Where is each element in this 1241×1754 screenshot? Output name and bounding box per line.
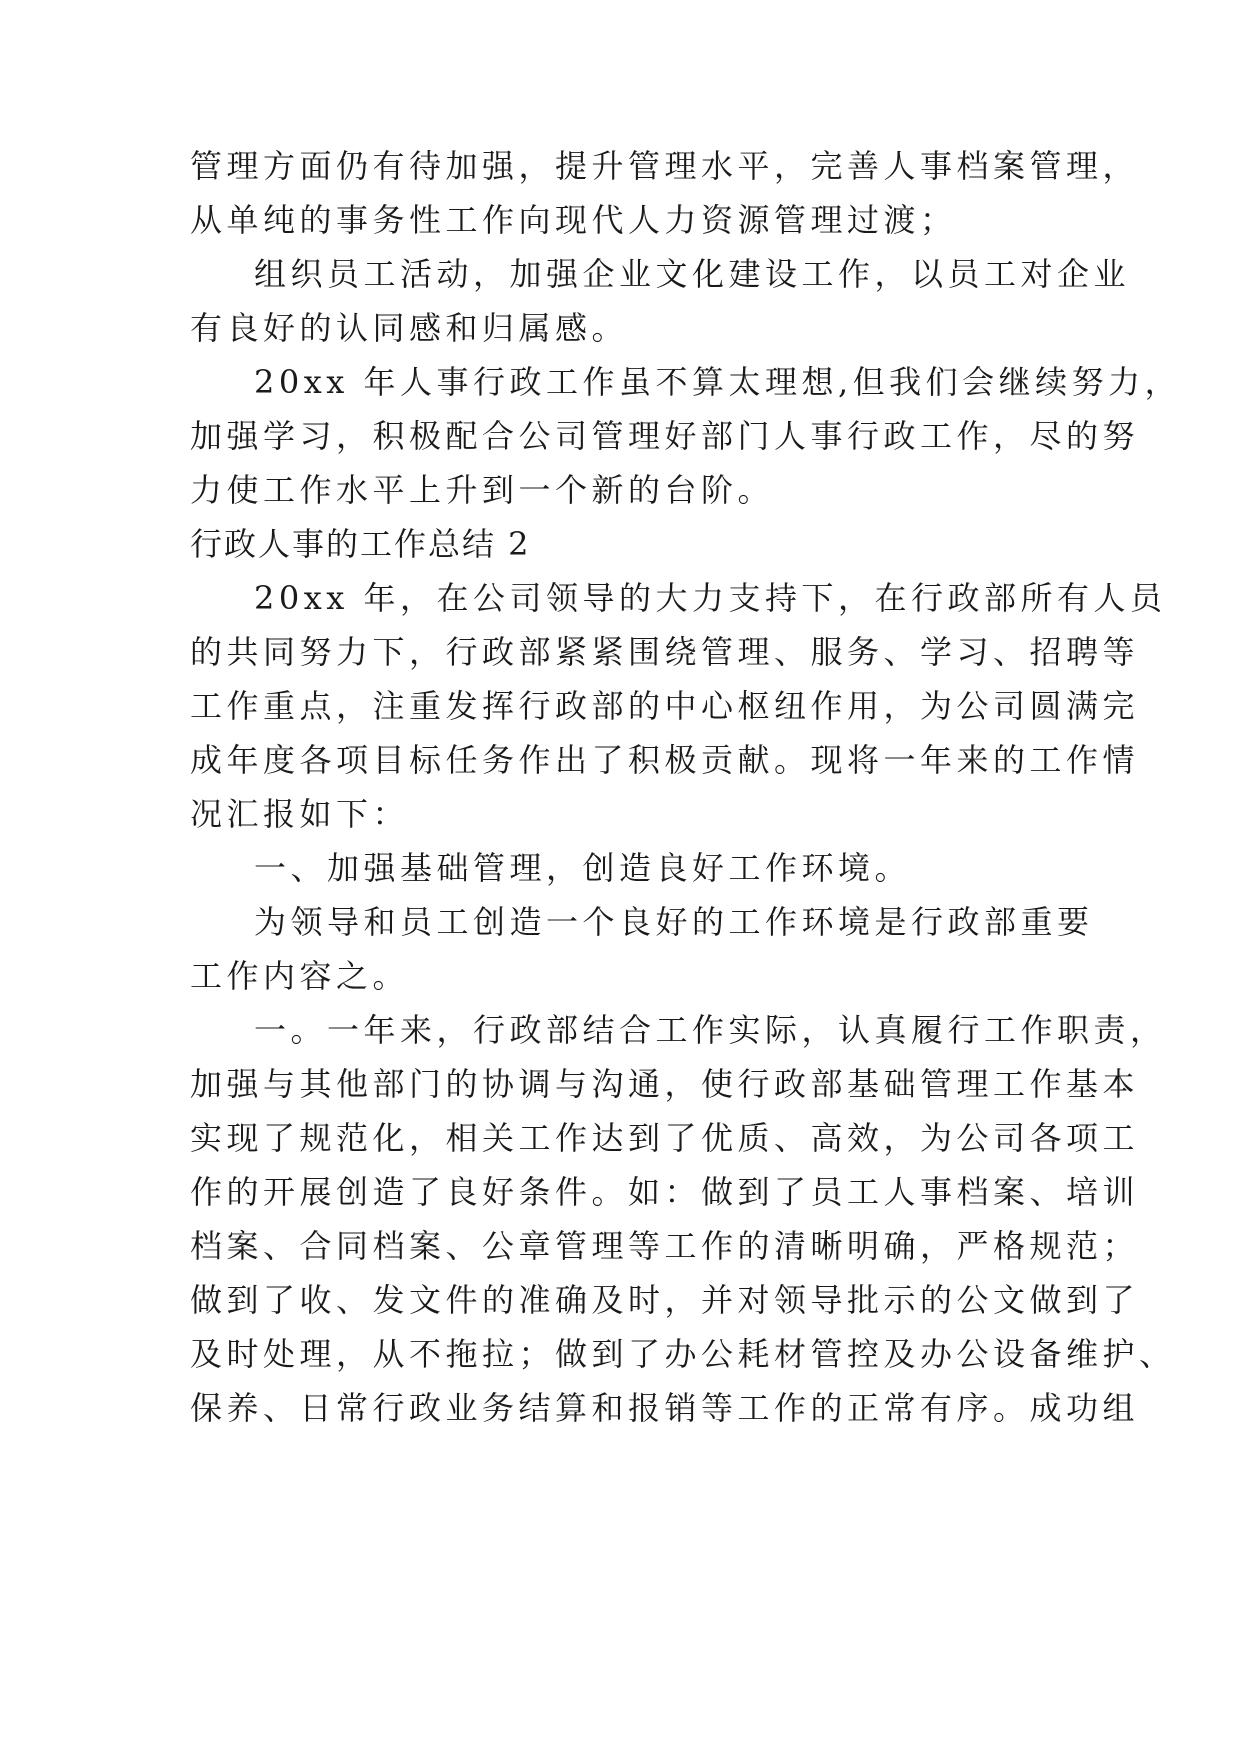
body-text-line: 档案、合同档案、公章管理等工作的清晰明确，严格规范； xyxy=(190,1227,1140,1265)
body-text-line: 工作重点，注重发挥行政部的中心枢纽作用，为公司圆满完 xyxy=(190,687,1140,725)
body-text-line: 有良好的认同感和归属感。 xyxy=(190,309,629,347)
paragraph-first-line: 组织员工活动，加强企业文化建设工作，以员工对企业 xyxy=(254,255,1131,293)
body-text-line: 工作内容之。 xyxy=(190,957,410,995)
body-text-line: 保养、日常行政业务结算和报销等工作的正常有序。成功组 xyxy=(190,1389,1140,1427)
body-text-line: 的共同努力下，行政部紧紧围绕管理、服务、学习、招聘等 xyxy=(190,633,1140,671)
body-text-line: 管理方面仍有待加强，提升管理水平，完善人事档案管理， xyxy=(190,147,1140,185)
paragraph-first-line: 20xx 年人事行政工作虽不算太理想,但我们会继续努力， xyxy=(254,363,1182,401)
paragraph-first-line: 20xx 年，在公司领导的大力支持下，在行政部所有人员 xyxy=(254,579,1167,617)
body-text-line: 及时处理，从不拖拉；做到了办公耗材管控及办公设备维护、 xyxy=(190,1335,1176,1373)
body-text-line: 况汇报如下： xyxy=(190,795,410,833)
body-text-line: 从单纯的事务性工作向现代人力资源管理过渡； xyxy=(190,201,957,239)
paragraph-first-line: 为领导和员工创造一个良好的工作环境是行政部重要 xyxy=(254,903,1094,941)
body-text-line: 力使工作水平上升到一个新的台阶。 xyxy=(190,471,775,509)
body-text-line: 加强与其他部门的协调与沟通，使行政部基础管理工作基本 xyxy=(190,1065,1140,1103)
body-text-line: 作的开展创造了良好条件。如：做到了员工人事档案、培训 xyxy=(190,1173,1140,1211)
body-text-line: 加强学习，积极配合公司管理好部门人事行政工作，尽的努 xyxy=(190,417,1140,455)
body-text-line: 实现了规范化，相关工作达到了优质、高效，为公司各项工 xyxy=(190,1119,1140,1157)
paragraph-first-line: 一。一年来，行政部结合工作实际，认真履行工作职责， xyxy=(254,1011,1167,1049)
body-text-line: 做到了收、发文件的准确及时，并对领导批示的公文做到了 xyxy=(190,1281,1140,1319)
subsection-heading: 一、加强基础管理，创造良好工作环境。 xyxy=(254,849,912,887)
body-text-line: 成年度各项目标任务作出了积极贡献。现将一年来的工作情 xyxy=(190,741,1140,779)
section-heading: 行政人事的工作总结 2 xyxy=(190,525,531,563)
